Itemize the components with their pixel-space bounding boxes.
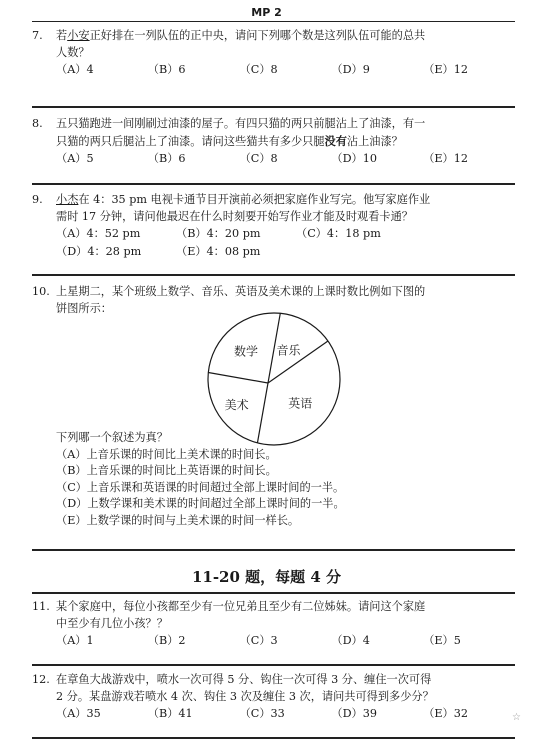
page-label: MP 2	[251, 6, 282, 19]
pie-slice-label: 音乐	[276, 343, 301, 358]
question-text: 在章鱼大战游戏中，喷水一次可得 5 分、钩住一次可得 3 分、缠住一次可得	[56, 673, 432, 686]
option-b[interactable]: （B）2	[147, 634, 186, 647]
option-c[interactable]: （C）3	[239, 634, 278, 647]
question-number: 7.	[32, 29, 43, 42]
question-prompt: 下列哪一个叙述为真？	[56, 431, 168, 444]
option-e[interactable]: （E）12	[423, 152, 468, 165]
divider	[32, 737, 515, 739]
divider	[32, 183, 515, 185]
question-10-choices	[32, 430, 515, 529]
header-rule	[32, 21, 515, 22]
option-b[interactable]: （B）41	[147, 707, 193, 720]
question-text	[56, 28, 515, 45]
option-c[interactable]: （C）8	[239, 152, 278, 165]
answer-options	[56, 151, 515, 168]
pie-slice-label: 美术	[224, 397, 249, 412]
divider	[32, 549, 515, 551]
option-e[interactable]: （E）32	[423, 707, 468, 720]
pie-chart	[203, 308, 345, 450]
option-d[interactable]: （D）4	[331, 634, 370, 647]
person-name: 小杰	[56, 193, 79, 206]
question-number: 9.	[32, 193, 43, 206]
watermark-icon: ☆	[512, 712, 521, 723]
question-text: 上星期二，某个班级上数学、音乐、英语及美术课的上课时数比例如下图的	[56, 285, 426, 298]
question-number: 8.	[32, 117, 43, 130]
pie-slice-label: 数学	[234, 344, 259, 359]
answer-options-row2	[56, 244, 515, 261]
pie-divider	[208, 372, 268, 383]
option-b[interactable]: （B）6	[147, 152, 186, 165]
person-name: 小安	[67, 29, 90, 42]
option-b[interactable]: （B）6	[147, 63, 186, 76]
question-text-line2: 2 分。某盘游戏若喷水 4 次、钩住 3 次及缠住 3 次，请问共可得到多少分？	[56, 689, 434, 703]
option-a[interactable]: （A）4	[56, 63, 94, 76]
text-fragment: 在 4：35 pm 电视卡通节目开演前必须把家庭作业写完。他写家庭作业	[78, 193, 431, 206]
option-e[interactable]: （E）上数学课的时间与上美术课的时间一样长。	[56, 513, 300, 527]
option-d[interactable]: （D）39	[331, 707, 377, 720]
pie-slice-label: 英语	[288, 396, 313, 411]
text-fragment: 只猫的两只后腿沾上了油漆。请问这些猫共有多少只腿	[56, 134, 325, 148]
option-c[interactable]: （C）33	[239, 707, 285, 720]
pie-chart-svg	[203, 308, 345, 450]
question-text-line2: 需时 17 分钟，请问他最迟在什么时刻要开始写作业才能及时观看卡通？	[56, 209, 413, 223]
question-12	[32, 672, 515, 723]
question-text: 五只猫跑进一间刚刷过油漆的屋子。有四只猫的两只前腿沾上了油漆，有一	[56, 117, 426, 130]
question-text	[56, 192, 515, 209]
question-number: 12.	[32, 673, 50, 686]
question-number: 10.	[32, 285, 50, 298]
divider	[32, 592, 515, 594]
question-11	[32, 599, 515, 650]
option-a[interactable]: （A）1	[56, 634, 94, 647]
option-c[interactable]: （C）上音乐课和英语课的时间超过全部上课时间的一半。	[56, 480, 345, 494]
text-fragment: 正好排在一列队伍的正中央，请问下列哪个数是这列队伍可能的总共	[89, 29, 426, 42]
option-d[interactable]: （D）10	[331, 152, 377, 165]
question-text-line2	[56, 133, 515, 151]
option-e[interactable]: （E）12	[423, 63, 468, 76]
option-c[interactable]: （C）8	[239, 63, 278, 76]
option-a[interactable]: （A）上音乐课的时间比上美术课的时间长。	[56, 447, 277, 461]
option-b[interactable]: （B）4：20 pm	[176, 227, 261, 240]
answer-options-row1	[56, 226, 515, 243]
option-d[interactable]: （D）4：28 pm	[56, 244, 142, 258]
question-7	[32, 28, 515, 79]
question-text-line2: 饼图所示：	[56, 301, 112, 315]
text-fragment: 沾上油漆？	[346, 134, 403, 148]
option-e[interactable]: （E）4：08 pm	[176, 244, 261, 258]
question-8	[32, 116, 515, 168]
question-text: 某个家庭中，每位小孩都至少有一位兄弟且至少有二位姊妹。请问这个家庭	[56, 600, 426, 613]
option-a[interactable]: （A）35	[56, 707, 101, 720]
option-e[interactable]: （E）5	[423, 634, 461, 647]
question-9	[32, 192, 515, 260]
option-d[interactable]: （D）上数学课和美术课的时间超过全部上课时间的一半。	[56, 497, 345, 510]
divider	[32, 664, 515, 666]
divider	[32, 274, 515, 276]
section-title: 11-20 题，每题 4 分	[191, 568, 342, 586]
emphasis-text: 没有	[324, 133, 347, 148]
divider	[32, 106, 515, 108]
option-c[interactable]: （C）4：18 pm	[296, 227, 381, 240]
answer-options	[56, 62, 515, 79]
option-a[interactable]: （A）5	[56, 152, 94, 165]
option-d[interactable]: （D）9	[331, 63, 370, 76]
answer-options	[56, 633, 515, 650]
text-fragment: 若	[56, 29, 68, 42]
question-text-line2: 中至少有几位小孩？？	[56, 616, 168, 630]
question-number: 11.	[32, 600, 50, 613]
option-b[interactable]: （B）上音乐课的时间比上英语课的时间长。	[56, 464, 277, 477]
answer-options	[56, 706, 515, 723]
option-a[interactable]: （A）4：52 pm	[56, 227, 141, 240]
question-text-line2: 人数？	[56, 45, 90, 59]
